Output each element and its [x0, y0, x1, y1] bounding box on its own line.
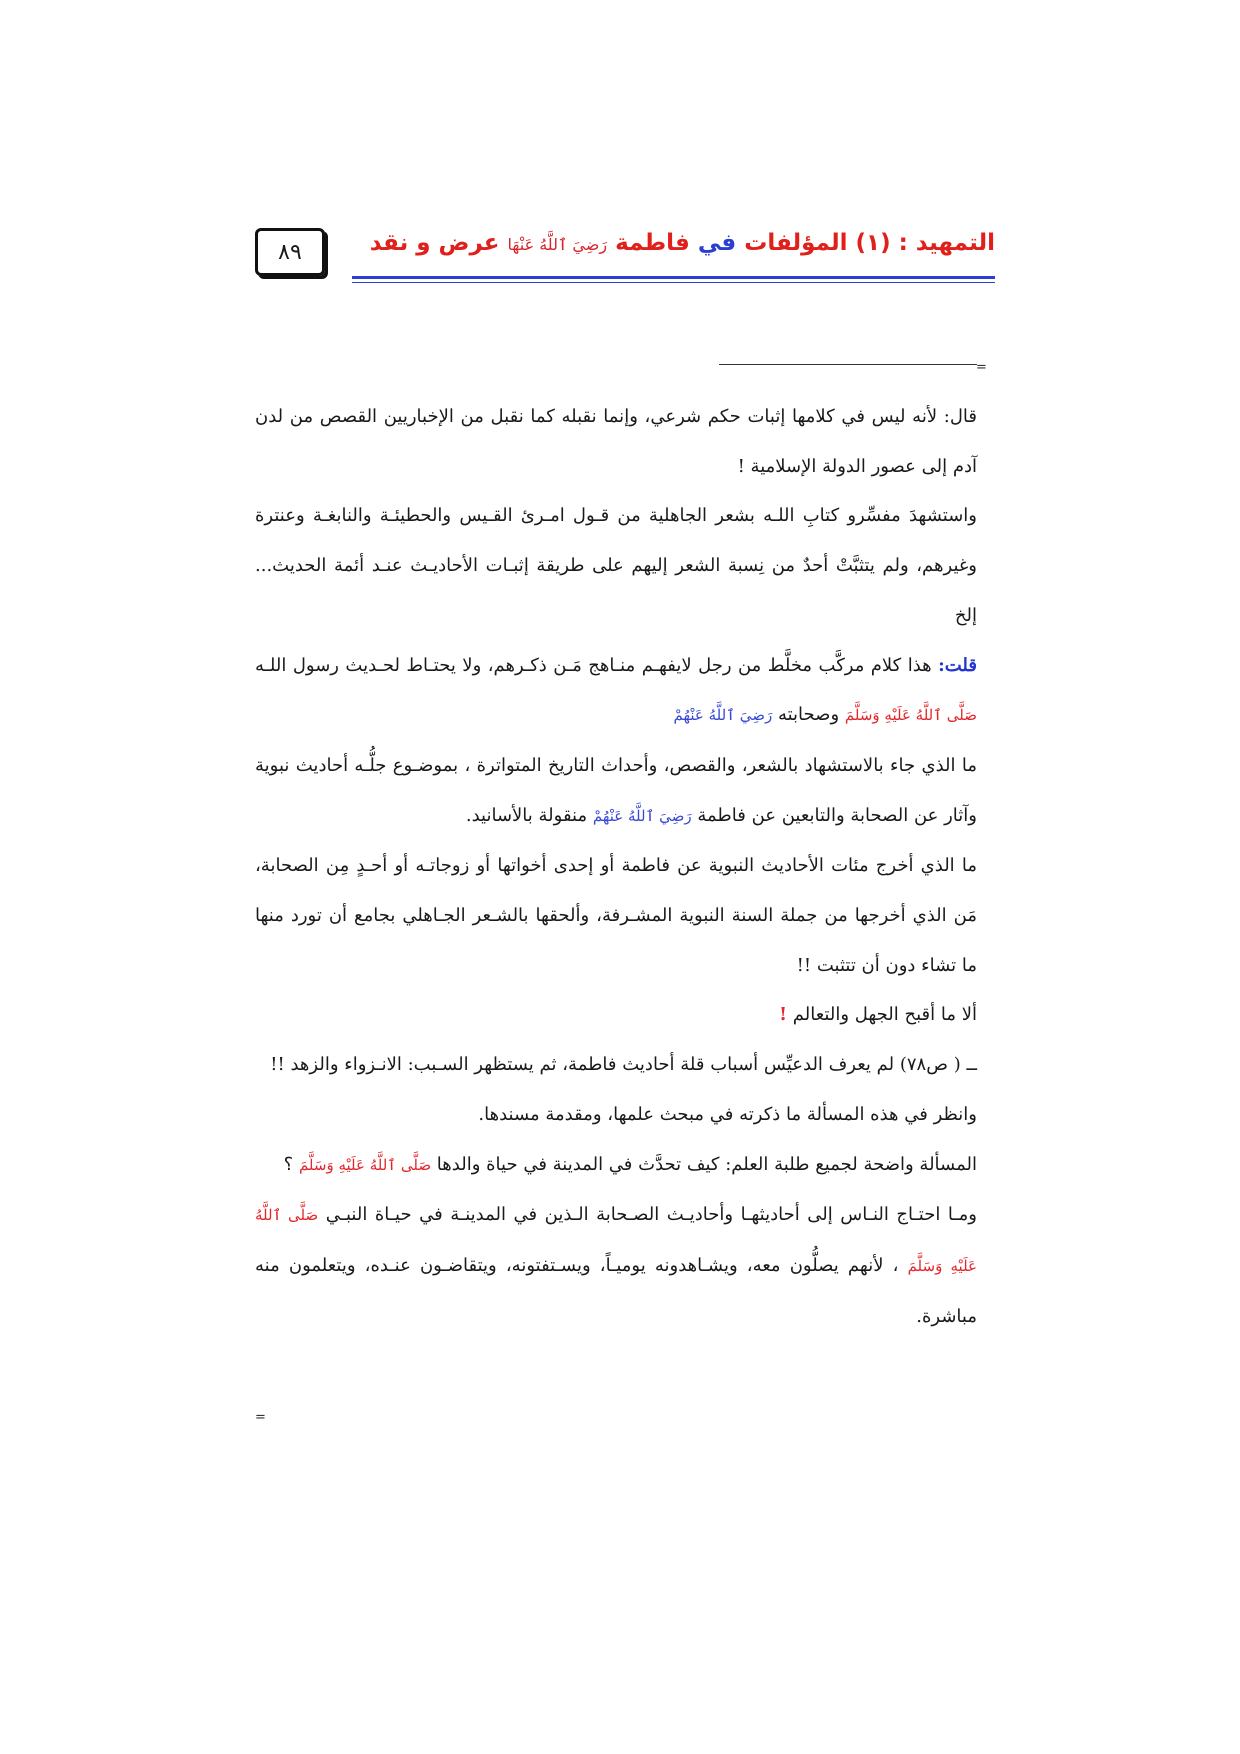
title-fatima: فاطمة [615, 230, 690, 256]
p10-text-a: ومـا احتـاج النـاس إلى أحاديثهـا وأحاديـث الصـحابة الـذين في المدينـة في حيـاة النبـي [325, 1204, 977, 1226]
body-text [255, 392, 977, 1341]
title-honorific: رَضِيَ ٱللَّهُ عَنْهَا [507, 235, 608, 254]
continuation-mark-bottom: = [255, 1410, 266, 1425]
header-rule-thin [352, 282, 995, 283]
paragraph-1: قال: لأنه ليس في كلامها إثبات حكم شرعي، وإنما نقبله كما نقبل من الإخباريين القصص من لدن آدم إلى عصور الدولة الإسلامية ! [255, 406, 977, 477]
running-title [370, 230, 995, 256]
page-header [255, 228, 995, 278]
p10-text-b: ، لأنهم يصلُّون معه، ويشـاهدونه يوميـاً، ويسـتفتونه، ويتقاضـون عنـده، ويتعلمون منه مباشرة. [255, 1254, 977, 1327]
honorific-ra: رَضِيَ ٱللَّهُ عَنْهُمْ [673, 706, 773, 725]
p4-text-a: ما الذي جاء بالاستشهاد بالشعر، والقصص، وأحداث التاريخ المتواترة ، بموضـوع جلُّـه أحاديث نبوية وآثار عن الصحابة والتابعين عن فاطمة [255, 754, 977, 826]
honorific-pbuh: صَلَّى ٱللَّهُ عَلَيْهِ وَسَلَّمَ [298, 1155, 432, 1174]
paragraph-2: واستشهدَ مفسِّرو كتابِ اللـه بشعر الجاهلية من قـول امـرئ القـيس والحطيئـة والنابغـة وعنترة وغيرهم، ولم يتثبَّتْ أحدٌ من نِسبة الشعر إليهم على طريقة إثبـات الأحاديـث عنـد أئمة الحديث... إلخ [255, 505, 977, 626]
p9-text-b: ؟ [283, 1153, 294, 1175]
paragraph-5: ما الذي أخرج مئات الأحاديث النبوية عن فاطمة أو إحدى أخواتها أو زوجاتـه أو أحـدٍ مِن الصحابة، مَن الذي أخرجها من جملة السنة النبوية المشـرفة، وألحقها بالشـعر الجـاهلي بجامع أن تورد منها ما تشاء دون أن تتثبت !! [255, 855, 977, 976]
title-suffix: عرض و نقد [369, 230, 500, 256]
paragraph-10 [255, 1190, 977, 1341]
p4-text-b: منقولة بالأسانيد. [465, 804, 588, 826]
continuation-mark-top: = [976, 360, 987, 375]
footnote-separator [719, 364, 977, 365]
paragraph-4 [255, 741, 977, 841]
paragraph-9 [255, 1140, 977, 1191]
paragraph-8: وانظر في هذه المسألة ما ذكرته في مبحث علمها، ومقدمة مسندها. [478, 1103, 977, 1125]
page-number: ٨٩ [278, 239, 302, 265]
paragraph-7: ــ ( ص٧٨) لم يعرف الدعيِّس أسباب قلة أحاديث فاطمة، ثم يستظهر السـبب: الانـزواء والزهد !! [270, 1054, 977, 1076]
paragraph-3 [255, 641, 977, 741]
page-number-box [255, 228, 325, 276]
title-fi: في [697, 230, 737, 256]
p9-text-a: المسألة واضحة لجميع طلبة العلم: كيف تحدَّث في المدينة في حياة والدها [436, 1153, 977, 1175]
p3-text-a: هذا كلام مركَّب مخلَّط من رجل لايفهـم منـاهج مَـن ذكـرهم، ولا يحتـاط لحـديث رسول اللـه [255, 654, 932, 676]
p6-text: ألا ما أقبح الجهل والتعالم [792, 1004, 977, 1026]
qult-label: قلت: [938, 654, 977, 676]
honorific-pbuh: صَلَّى ٱللَّهُ عَلَيْهِ وَسَلَّمَ [255, 1206, 977, 1275]
title-prefix: التمهيد : (١) المؤلفات [744, 230, 995, 256]
paragraph-6 [255, 990, 977, 1040]
honorific-pbuh: صَلَّى ٱللَّهُ عَلَيْهِ وَسَلَّمَ [844, 706, 977, 725]
p3-text-b: وصحابته [777, 704, 840, 726]
p6-exclamation: ! [779, 1004, 788, 1026]
header-rule [352, 276, 995, 279]
honorific-ra: رَضِيَ ٱللَّهُ عَنْهُمْ [592, 806, 692, 825]
